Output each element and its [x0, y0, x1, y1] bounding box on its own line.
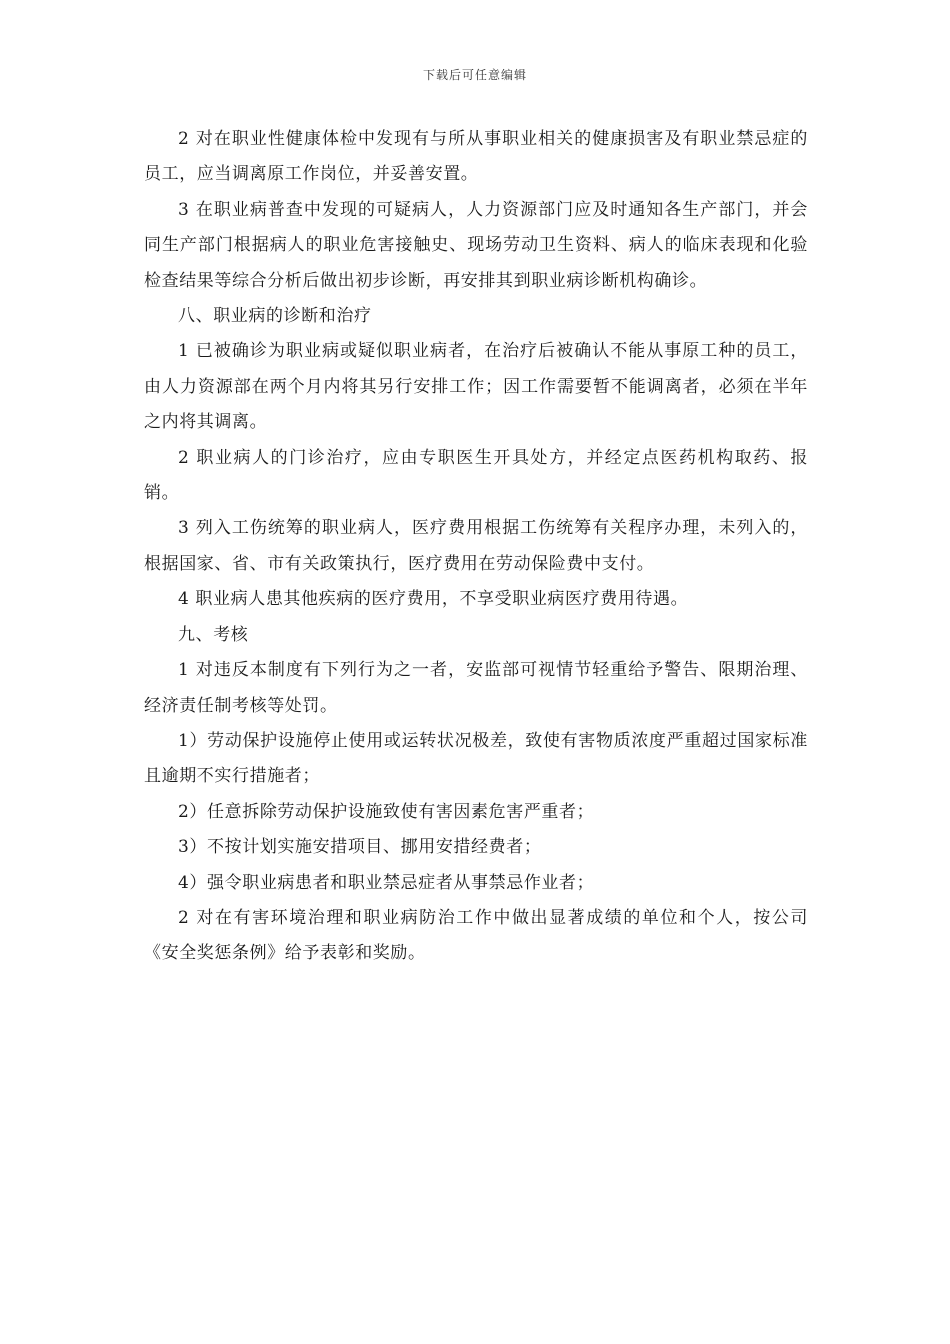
list-item: 1）劳动保护设施停止使用或运转状况极差，致使有害物质浓度严重超过国家标准且逾期不实行措施者； — [144, 730, 808, 787]
section-heading: 九、考核 — [178, 624, 249, 645]
paragraph: 4 职业病人患其他疾病的医疗费用，不享受职业病医疗费用待遇。 — [178, 589, 689, 610]
paragraph: 2 对在有害环境治理和职业病防治工作中做出显著成绩的单位和个人，按公司《安全奖惩条例》给予表彰和奖励。 — [144, 907, 808, 964]
paragraph: 2 职业病人的门诊治疗，应由专职医生开具处方，并经定点医药机构取药、报销。 — [144, 447, 808, 504]
section-heading: 八、职业病的诊断和治疗 — [178, 306, 372, 327]
paragraph: 2 对在职业性健康体检中发现有与所从事职业相关的健康损害及有职业禁忌症的员工，应当调离原工作岗位，并妥善安置。 — [144, 129, 808, 185]
paragraph: 1 已被确诊为职业病或疑似职业病者，在治疗后被确认不能从事原工种的员工，由人力资源部在两个月内将其另行安排工作；因工作需要暂不能调离者，必须在半年之内将其调离。 — [144, 341, 808, 433]
list-item: 2）任意拆除劳动保护设施致使有害因素危害严重者； — [178, 801, 595, 822]
paragraph: 1 对违反本制度有下列行为之一者，安监部可视情节轻重给予警告、限期治理、经济责任制考核等处罚。 — [144, 660, 808, 716]
paragraph: 3 在职业病普查中发现的可疑病人，人力资源部门应及时通知各生产部门，并会同生产部门根据病人的职业危害接触史、现场劳动卫生资料、病人的临床表现和化验检查结果等综合分析后做出初步诊断，再安排其到职业病诊断机构确诊。 — [144, 199, 808, 291]
list-item: 3）不按计划实施安措项目、挪用安措经费者； — [178, 837, 542, 858]
list-item: 4）强令职业病患者和职业禁忌症者从事禁忌作业者； — [178, 872, 595, 893]
paragraph: 3 列入工伤统筹的职业病人，医疗费用根据工伤统筹有关程序办理，未列入的，根据国家、省、市有关政策执行，医疗费用在劳动保险费中支付。 — [144, 518, 808, 574]
page-header: 下载后可任意编辑 — [422, 68, 527, 82]
document-body — [144, 122, 808, 972]
